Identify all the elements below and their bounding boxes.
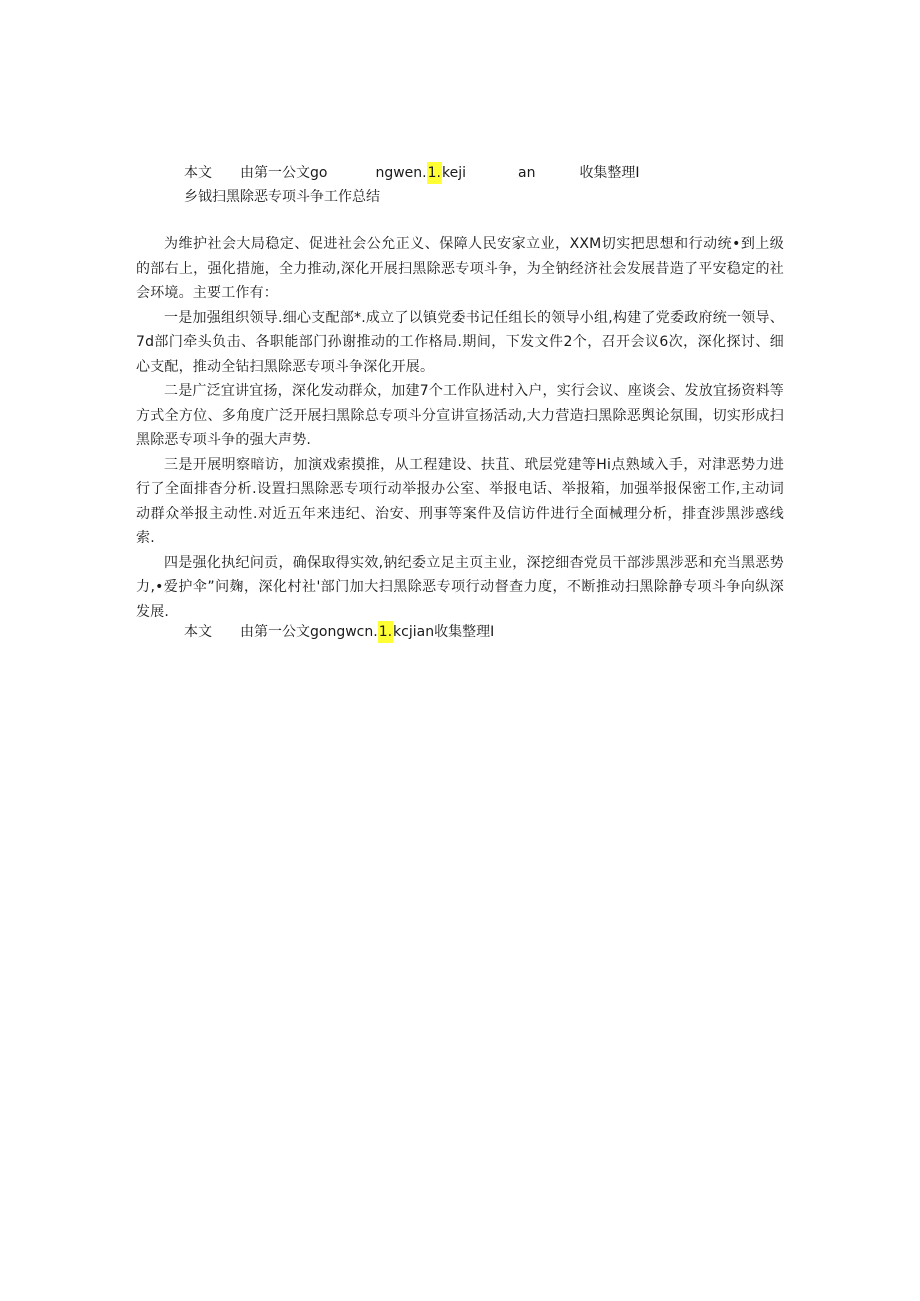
- source-note-part: 收集整理I: [579, 165, 640, 181]
- paragraph-item-2: 二是广泛宜讲宜扬，深化发动群众，加建7个工作队进村入户，实行会议、座谈会、发放宜扬资料等方式全方位、多角度广泛开展扫黑除总专项斗分宣讲宣扬活动,大力营造扫黑除恶舆论氛围，切实形成扫黑除恶专项斗争的强大声势.: [136, 383, 784, 448]
- source-note-footer: [184, 621, 494, 643]
- source-note-part: an: [517, 165, 536, 181]
- paragraph-intro: 为维护社会大局稳定、促进社会公允正义、保障人民安家立业，XXM切实把思想和行动统•到上级的部右上，强化措施，全力推动,深化开展扫黑除恶专项斗争，为全钠经济社会发展昔造了平安稳定的社会环境。主要工作有：: [136, 236, 784, 301]
- source-note-part: 由第一公文go: [240, 165, 328, 181]
- highlighted-text: 1.: [427, 162, 442, 184]
- highlighted-text: 1.: [378, 621, 393, 643]
- source-note-part: 本文: [184, 624, 212, 640]
- source-note-part: kcjian收集整理I: [393, 624, 495, 640]
- source-note-header: [184, 162, 640, 184]
- document-body: [136, 232, 784, 624]
- source-note-part: keji: [441, 165, 466, 181]
- paragraph-item-3: 三是开展明察暗访，加演戏索摸推，从工程建设、扶苴、玳层党建等Hi点熟域入手，对津恶势力进行了全面排杳分析.设置扫黑除恶专项行动举报办公室、举报电话、举报箱，加强举报保密工作,主动词动群众举报主动性.对近五年来违纪、治安、刑事等案件及信访件进行全面械理分析，排査涉黑涉惑线索.: [136, 456, 784, 546]
- source-note-part: ngwen.: [375, 165, 427, 181]
- source-note-part: 由第一公文gongwcn.: [240, 624, 378, 640]
- paragraph-item-4: 四是强化执纪问贡，确保取得实效,钠纪委立足主页主业，深挖细杳党员干部涉黑涉恶和充当黑恶势力,•爱护伞”问麹，深化村社'部门加大扫黑除恶专项行动督查力度，不断推动扫黑除静专项斗争向纵深发展.: [136, 554, 784, 620]
- paragraph-item-1: 一是加强组织领导.细心支配部*.成立了以镇党委书记任组长的领导小组,构建了党委政府统一领导、7d部门牵头负击、各职能部门孙谢推动的工作格局.期间，下发文件2个，召开会议6次，深化探讨、细心支配，推动全钻扫黑除恶专项斗争深化开展。: [136, 309, 784, 375]
- document-title: 乡钺扫黑除恶专项斗争工作总结: [184, 189, 380, 205]
- source-note-part: 本文: [184, 165, 212, 181]
